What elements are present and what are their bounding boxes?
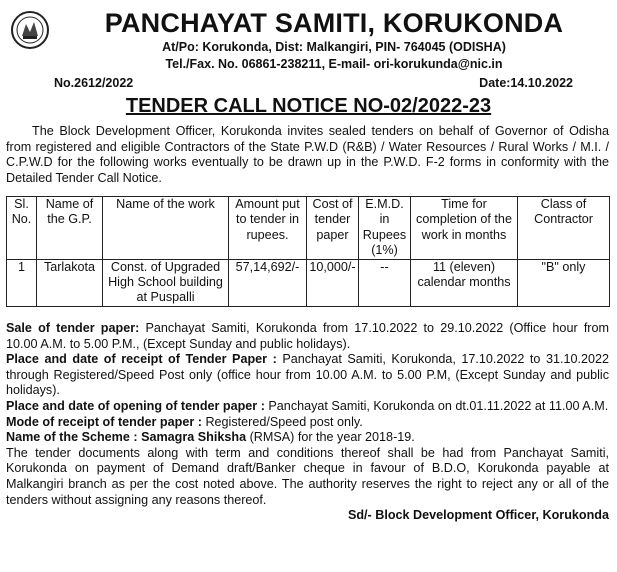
- table-row: [7, 259, 610, 306]
- opening-section: [6, 399, 609, 415]
- scheme-text: (RMSA) for the year 2018-19.: [249, 430, 415, 445]
- header-sl-no: Sl. No.: [7, 197, 37, 260]
- receipt-text: Panchayat Samiti, Korukonda, 17.10.2022 to 31.10.2022 through Registered/Speed Post only (office hour from 10.00 A.M. to 5.00 P.M, (Except Sunday and public holidays).: [6, 352, 609, 398]
- cell-sl-no: 1: [7, 259, 37, 306]
- notice-title: TENDER CALL NOTICE NO-02/2022-23: [125, 95, 492, 117]
- receipt-label: Place and date of receipt of Tender Paper :: [6, 352, 277, 367]
- closing-paragraph: The tender documents along with term and conditions thereof shall be had from Panchayat Samiti, Korukonda on payment of Demand draft/Banker cheque in favour of B.D.O, Korukonda payable at Malkangiri branch as per the cost noted above. The authority reserves the right to reject any or all of the tenders without assigning any reasons thereof.: [6, 445, 609, 507]
- header-work-name: Name of the work: [103, 197, 229, 260]
- tender-notice: [4, 4, 613, 562]
- cell-cost: 10,000/-: [307, 259, 359, 306]
- table-header-row: [7, 197, 610, 260]
- intro-paragraph: The Block Development Officer, Korukonda invites sealed tenders on behalf of Governor of Odisha from registered and eligible Contractors of the State P.W.D (R&B) / Water Resources / Rural Works / M.I. / C.P.W.D for the following works eventually to be drawn up in the P.W.D. F-2 forms in conformity with the Detailed Tender Call Notice.: [6, 124, 609, 185]
- scheme-label: Name of the Scheme : Samagra Shiksha: [6, 430, 247, 445]
- header-cost: Cost of tender paper: [307, 197, 359, 260]
- cell-emd: --: [359, 259, 411, 306]
- sale-label: Sale of tender paper:: [6, 321, 140, 335]
- org-contact: Tel./Fax. No. 06861-238211, E-mail- ori-korukunda@nic.in: [165, 57, 503, 71]
- cell-gp-name: Tarlakota: [37, 259, 103, 306]
- signature: Sd/- Block Development Officer, Korukonda: [347, 508, 609, 523]
- opening-label: Place and date of opening of tender paper :: [6, 398, 265, 413]
- cell-time: 11 (eleven) calendar months: [411, 259, 518, 306]
- header-amount: Amount put to tender in rupees.: [229, 197, 307, 260]
- header-gp-name: Name of the G.P.: [37, 197, 103, 260]
- mode-label: Mode of receipt of tender paper :: [6, 414, 202, 429]
- scheme-section: [6, 430, 609, 446]
- header-time: Time for completion of the work in months: [411, 197, 518, 260]
- notice-body: [6, 321, 609, 524]
- cell-work-name: Const. of Upgraded High School building at Puspalli: [103, 259, 229, 306]
- reference-number: No.2612/2022: [54, 76, 134, 90]
- mode-text: Registered/Speed post only.: [205, 414, 363, 429]
- org-name: PANCHAYAT SAMITI, KORUKONDA: [104, 8, 564, 38]
- receipt-section: [6, 352, 609, 399]
- sale-text: Panchayat Samiti, Korukonda from 17.10.2022 to 29.10.2022 (Office hour from 10.00 A.M. to 5.00 P.M., (Except Sunday and public holidays).: [6, 321, 609, 351]
- opening-text: Panchayat Samiti, Korukonda on dt.01.11.2022 at 11.00 A.M.: [268, 398, 609, 413]
- works-table: [6, 196, 610, 307]
- cell-class: "B" only: [518, 259, 610, 306]
- notice-date: Date:14.10.2022: [479, 76, 573, 90]
- org-address: At/Po: Korukonda, Dist: Malkangiri, PIN- 764045 (ODISHA): [162, 40, 506, 54]
- odisha-emblem-icon: [10, 10, 50, 50]
- mode-section: [6, 415, 609, 431]
- sale-section: [6, 321, 609, 352]
- header-class: Class of Contractor: [518, 197, 610, 260]
- cell-amount: 57,14,692/-: [229, 259, 307, 306]
- header-emd: E.M.D. in Rupees (1%): [359, 197, 411, 260]
